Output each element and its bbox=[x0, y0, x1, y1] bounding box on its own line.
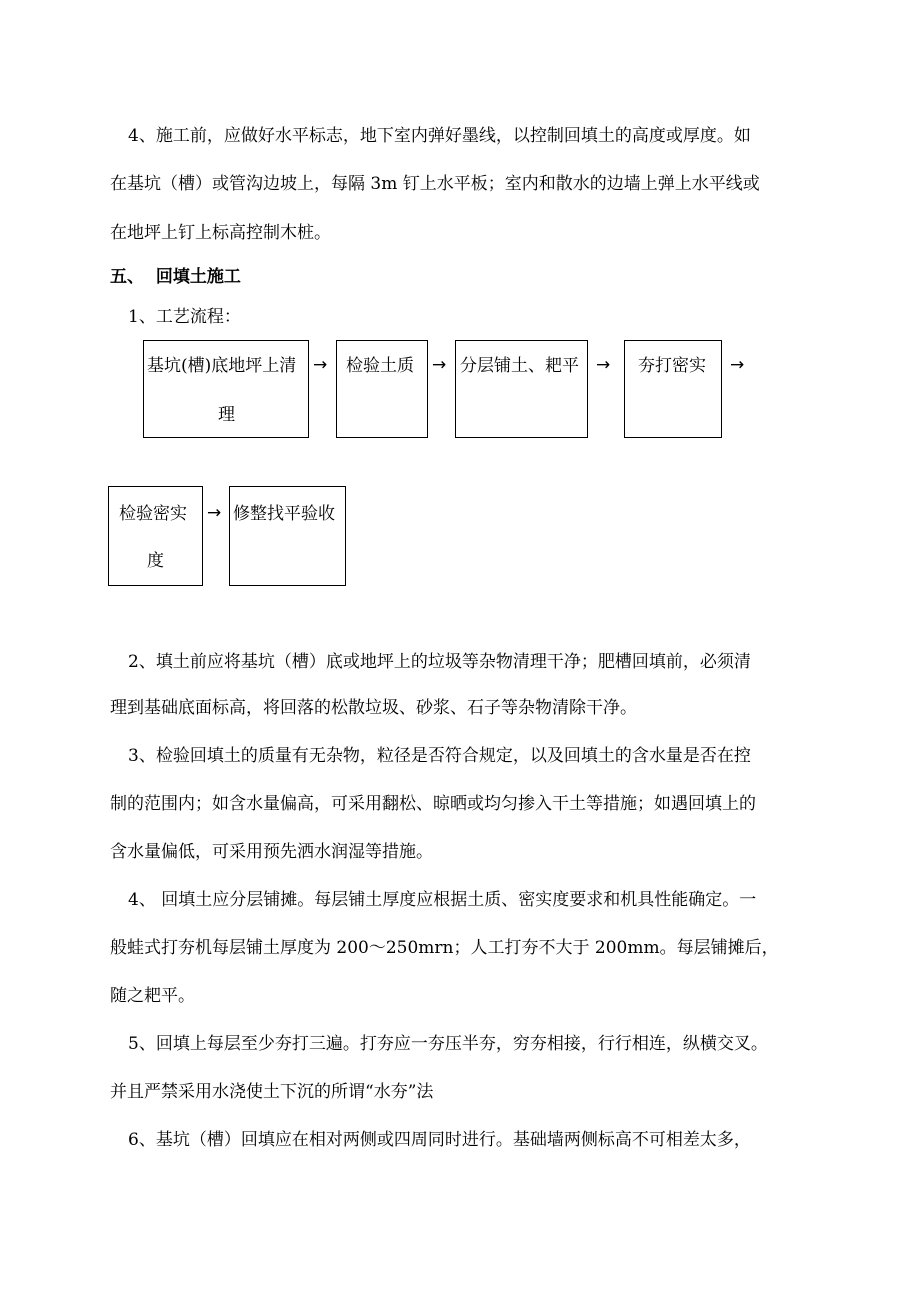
flow-box-clean-line2: 理 bbox=[218, 405, 235, 425]
flow-box-trim-accept bbox=[229, 486, 346, 586]
flow-box-inspect-density-line2: 度 bbox=[147, 551, 164, 571]
para4a-line1: 4、施工前，应做好水平标志，地下室内弹好墨线，以控制回填土的高度或厚度。如 bbox=[128, 126, 751, 146]
flow-arrow-3: → bbox=[596, 355, 611, 375]
flow-box-inspect-soil bbox=[336, 340, 428, 438]
flow-box-compact-label: 夯打密实 bbox=[638, 356, 706, 376]
para4b-line3: 随之耙平。 bbox=[110, 986, 195, 1006]
para4a-line2: 在基坑（槽）或管沟边坡上，每隔 3m 钉上水平板；室内和散水的边墙上弹上水平线或 bbox=[110, 174, 760, 194]
para4b-line1: 4、 回填土应分层铺摊。每层铺土厚度应根据土质、密实度要求和机具性能确定。一 bbox=[128, 890, 757, 910]
para3-line3: 含水量偏低，可采用预先洒水润湿等措施。 bbox=[110, 842, 433, 862]
para5-line1: 5、回填上每层至少夯打三遍。打夯应一夯压半夯，穷夯相接，行行相连，纵横交叉。 bbox=[128, 1034, 768, 1054]
para3-line1: 3、检验回填土的质量有无杂物，粒径是否符合规定，以及回填土的含水量是否在控 bbox=[128, 746, 751, 766]
para5-line2: 并且严禁采用水浇使土下沉的所谓“水夯”法 bbox=[110, 1082, 434, 1102]
para4b-line2: 般蛙式打夯机每层铺土厚度为 200～250mrn；人工打夯不大于 200mm。每层铺摊后， bbox=[110, 938, 779, 958]
flow-arrow-1: → bbox=[313, 355, 328, 375]
para2-line2: 理到基础底面标高，将回落的松散垃圾、砂浆、石子等杂物清除干净。 bbox=[110, 698, 637, 718]
flow-box-trim-accept-label: 修整找平验收 bbox=[233, 504, 335, 524]
step1-title: 1、工艺流程： bbox=[128, 307, 241, 327]
section-title: 五、 回填土施工 bbox=[110, 267, 241, 287]
flow-arrow-2: → bbox=[432, 355, 447, 375]
flow-box-inspect-density bbox=[108, 486, 203, 586]
flow-arrow-4: → bbox=[730, 355, 745, 375]
flow-box-compact bbox=[624, 340, 722, 438]
para3-line2: 制的范围内；如含水量偏高，可采用翻松、晾晒或均匀掺入干土等措施；如遇回填上的 bbox=[110, 794, 756, 814]
flow-box-clean-line1: 基坑(槽)底地坪上清 bbox=[147, 356, 297, 376]
flow-arrow-5: → bbox=[207, 503, 222, 523]
flow-box-clean bbox=[143, 340, 309, 438]
flow-box-inspect-density-line1: 检验密实 bbox=[119, 504, 187, 524]
flow-box-layer-spread-label: 分层铺土、耙平 bbox=[460, 356, 579, 376]
para4a-line3: 在地坪上钉上标高控制木桩。 bbox=[110, 223, 331, 243]
flow-box-inspect-soil-label: 检验土质 bbox=[346, 356, 414, 376]
para6-line1: 6、基坑（槽）回填应在相对两侧或四周同时进行。基础墙两侧标高不可相差太多， bbox=[128, 1130, 751, 1150]
para2-line1: 2、填土前应将基坑（槽）底或地坪上的垃圾等杂物清理干净；肥槽回填前，必须清 bbox=[128, 652, 751, 672]
flow-box-layer-spread bbox=[455, 340, 588, 438]
